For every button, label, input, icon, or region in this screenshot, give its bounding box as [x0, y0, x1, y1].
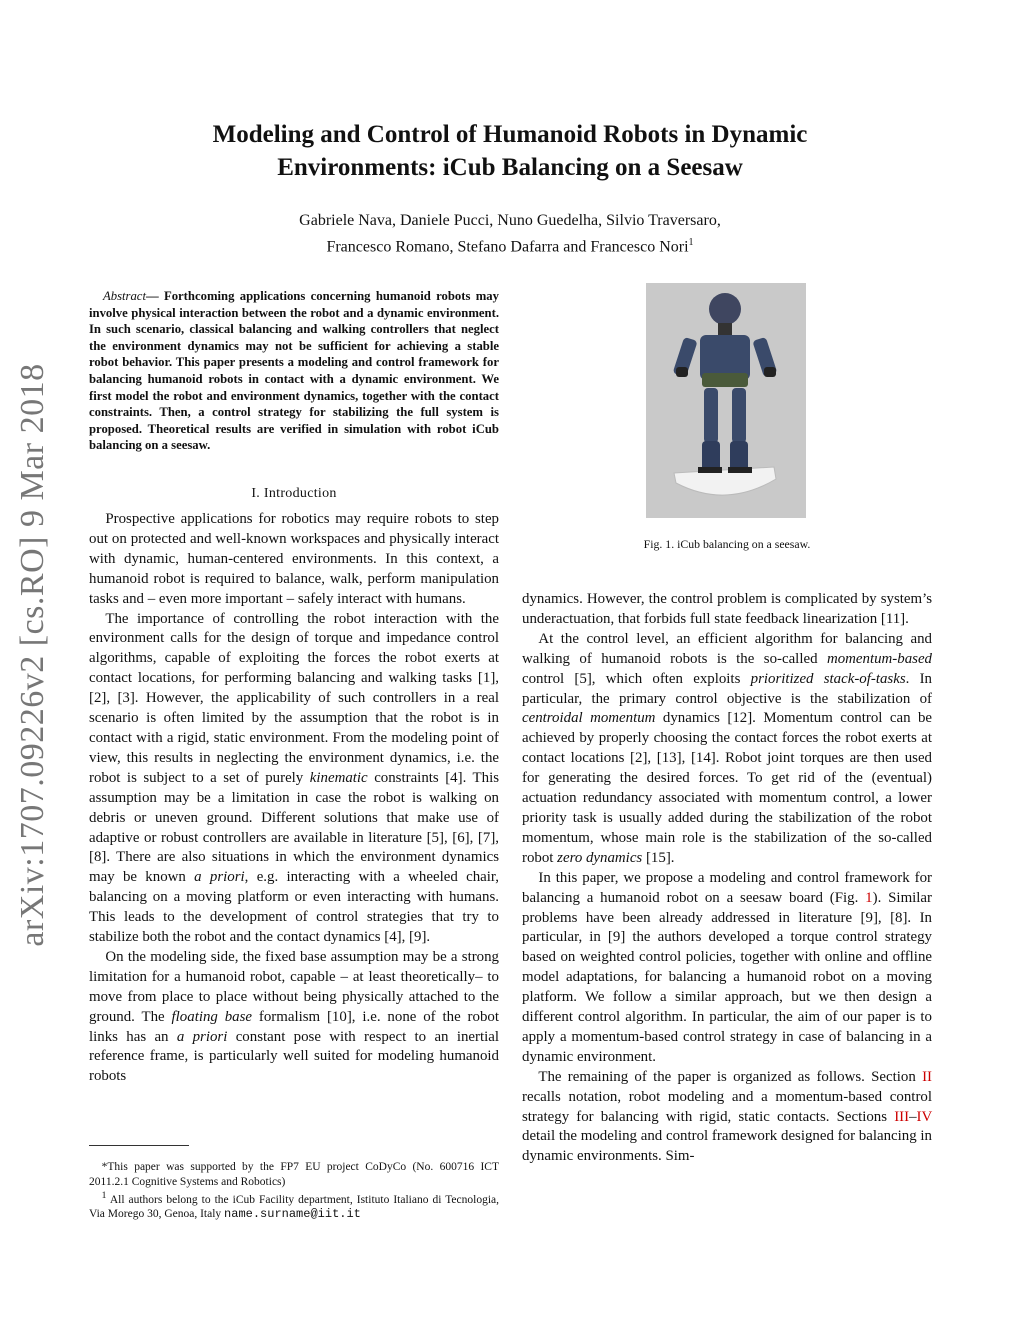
paragraph: The importance of controlling the robot interaction with the environment calls for the design of torque and impedance control algorithms, capable of exploiting the forces the robot exerts at contact locations, for performing balancing and walking tasks [1], [2], [3]. However, the applicability of such controllers in a real scenario is often limited by the assumption that the robot is in contact with a rigid, static environment. From the modeling point of view, this results in neglecting the environment dynamics, i.e. the robot is subject to a set of purely kinematic constraints [4]. This assumption may be a limitation in case the robot is walking on debris or uneven ground. Different solutions that make use of adaptive or robust controllers are available in literature [5], [6], [7], [8]. There are also situations in which the environment dynamics may be known a priori, e.g. interacting with a wheeled chair, balancing on a moving platform or even interacting with humans. This leads to the development of control strategies that try to stabilize both the robot and the contact dynamics [4], [9].	[89, 610, 500, 946]
figure-caption: Fig. 1. iCub balancing on a seesaw.	[643, 537, 811, 551]
paper-title: Modeling and Control of Humanoid Robots in Dynamic Environments: iCub Balancing on a Seesaw	[212, 121, 808, 181]
paragraph: The remaining of the paper is organized as follows. Section II recalls notation, robot modeling and a momentum-based control strategy for balancing with rigid, static contacts. Sections III–IV detail the modeling and control framework designed for balancing in dynamic environments. Sim-	[522, 1068, 932, 1165]
paragraph: Prospective applications for robotics may require robots to step out on protected and well-known workspaces and physically interact with dynamic, human-centered environments. In this context, a humanoid robot is required to balance, walk, perform manipulation tasks and – even more important – safely interact with humans.	[89, 511, 499, 607]
paragraph: On the modeling side, the fixed base assumption may be a strong limitation for a humanoid robot, capable – at least theoretically– to move from place to place without being physically attached to the ground. The floating base formalism [10], i.e. none of the robot links has an a priori constant pose with respect to an inertial reference frame, is particularly well suited for modeling humanoid robots	[89, 948, 499, 1085]
footnote-rule	[89, 1145, 189, 1146]
left-column-text	[89, 510, 499, 1087]
author-list: Gabriele Nava, Daniele Pucci, Nuno Guedelha, Silvio Traversaro, Francesco Romano, Stefano Dafarra and Francesco Nori$^1$	[299, 212, 721, 256]
paragraph: At the control level, an efficient algorithm for balancing and walking of humanoid robots is the so-called momentum-based control [5], which often exploits prioritized stack-of-tasks. In particular, the primary control objective is the stabilization of centroidal momentum dynamics [12]. Momentum control can be achieved by properly choosing the contact forces the robot exerts at contact locations [2], [13], [14]. Robot joint torques are then used for generating the desired forces. To get rid of the (eventual) actuation redundancy associated with momentum control, a lower priority task is usually added during the stabilization of the robot momentum, whose main role is the stabilization of the so-called robot zero dynamics [15].	[522, 630, 932, 866]
section-heading: I. Introduction	[251, 486, 337, 501]
footnotes: *This paper was supported by the FP7 EU project CoDyCo (No. 600716 ICT 2011.2.1 Cognitive Systems and Robotics) $^1$ All authors belong to the iCub Facility department, Istituto Italiano di Tecnologia, Via Morego 30, Genoa, Italy name.surname@iit.it	[89, 1161, 499, 1222]
section-link[interactable]: II	[922, 1068, 932, 1085]
section-link[interactable]: IV	[916, 1108, 932, 1125]
abstract-label: Abstract	[102, 289, 146, 303]
section-link[interactable]: III	[894, 1108, 910, 1125]
paragraph: dynamics. However, the control problem is complicated by system’s underactuation, that forbids full state feedback linearization [11].	[522, 591, 932, 627]
abstract: Abstract— Forthcoming applications concerning humanoid robots may involve physical interaction between the robot and a dynamic environment. In such scenario, classical balancing and walking controllers that neglect the environment dynamics may not be sufficient for achieving a stable robot behavior. This paper presents a modeling and control framework for balancing humanoid robots in contact with a dynamic environment. We first model the robot and environment dynamics, together with the contact constraints. Then, a control strategy for stabilizing the full system is proposed. Theoretical results are verified in simulation with robot iCub balancing on a seesaw.	[89, 289, 499, 453]
paragraph: In this paper, we propose a modeling and control framework for balancing a humanoid robot on a seesaw board (Fig. 1). Similar problems have been already addressed in literature [9], [8]. In particular, in [9] the authors developed a torque control strategy based on weighted control policies, together with online and offline model adaptations, for balancing a humanoid robot on a moving platform. We follow a similar approach, but we then design a different control algorithm. In particular, the aim of our paper is to apply a momentum-based control strategy in case of balancing in a dynamic environment.	[522, 869, 932, 1065]
arxiv-identifier: arXiv:1707.09226v2 [cs.RO] 9 Mar 2018	[14, 363, 51, 947]
right-column-text	[522, 590, 932, 1167]
figure-link[interactable]: 1	[865, 889, 873, 906]
robot-illustration	[646, 283, 806, 518]
figure-icub-seesaw	[646, 283, 806, 518]
